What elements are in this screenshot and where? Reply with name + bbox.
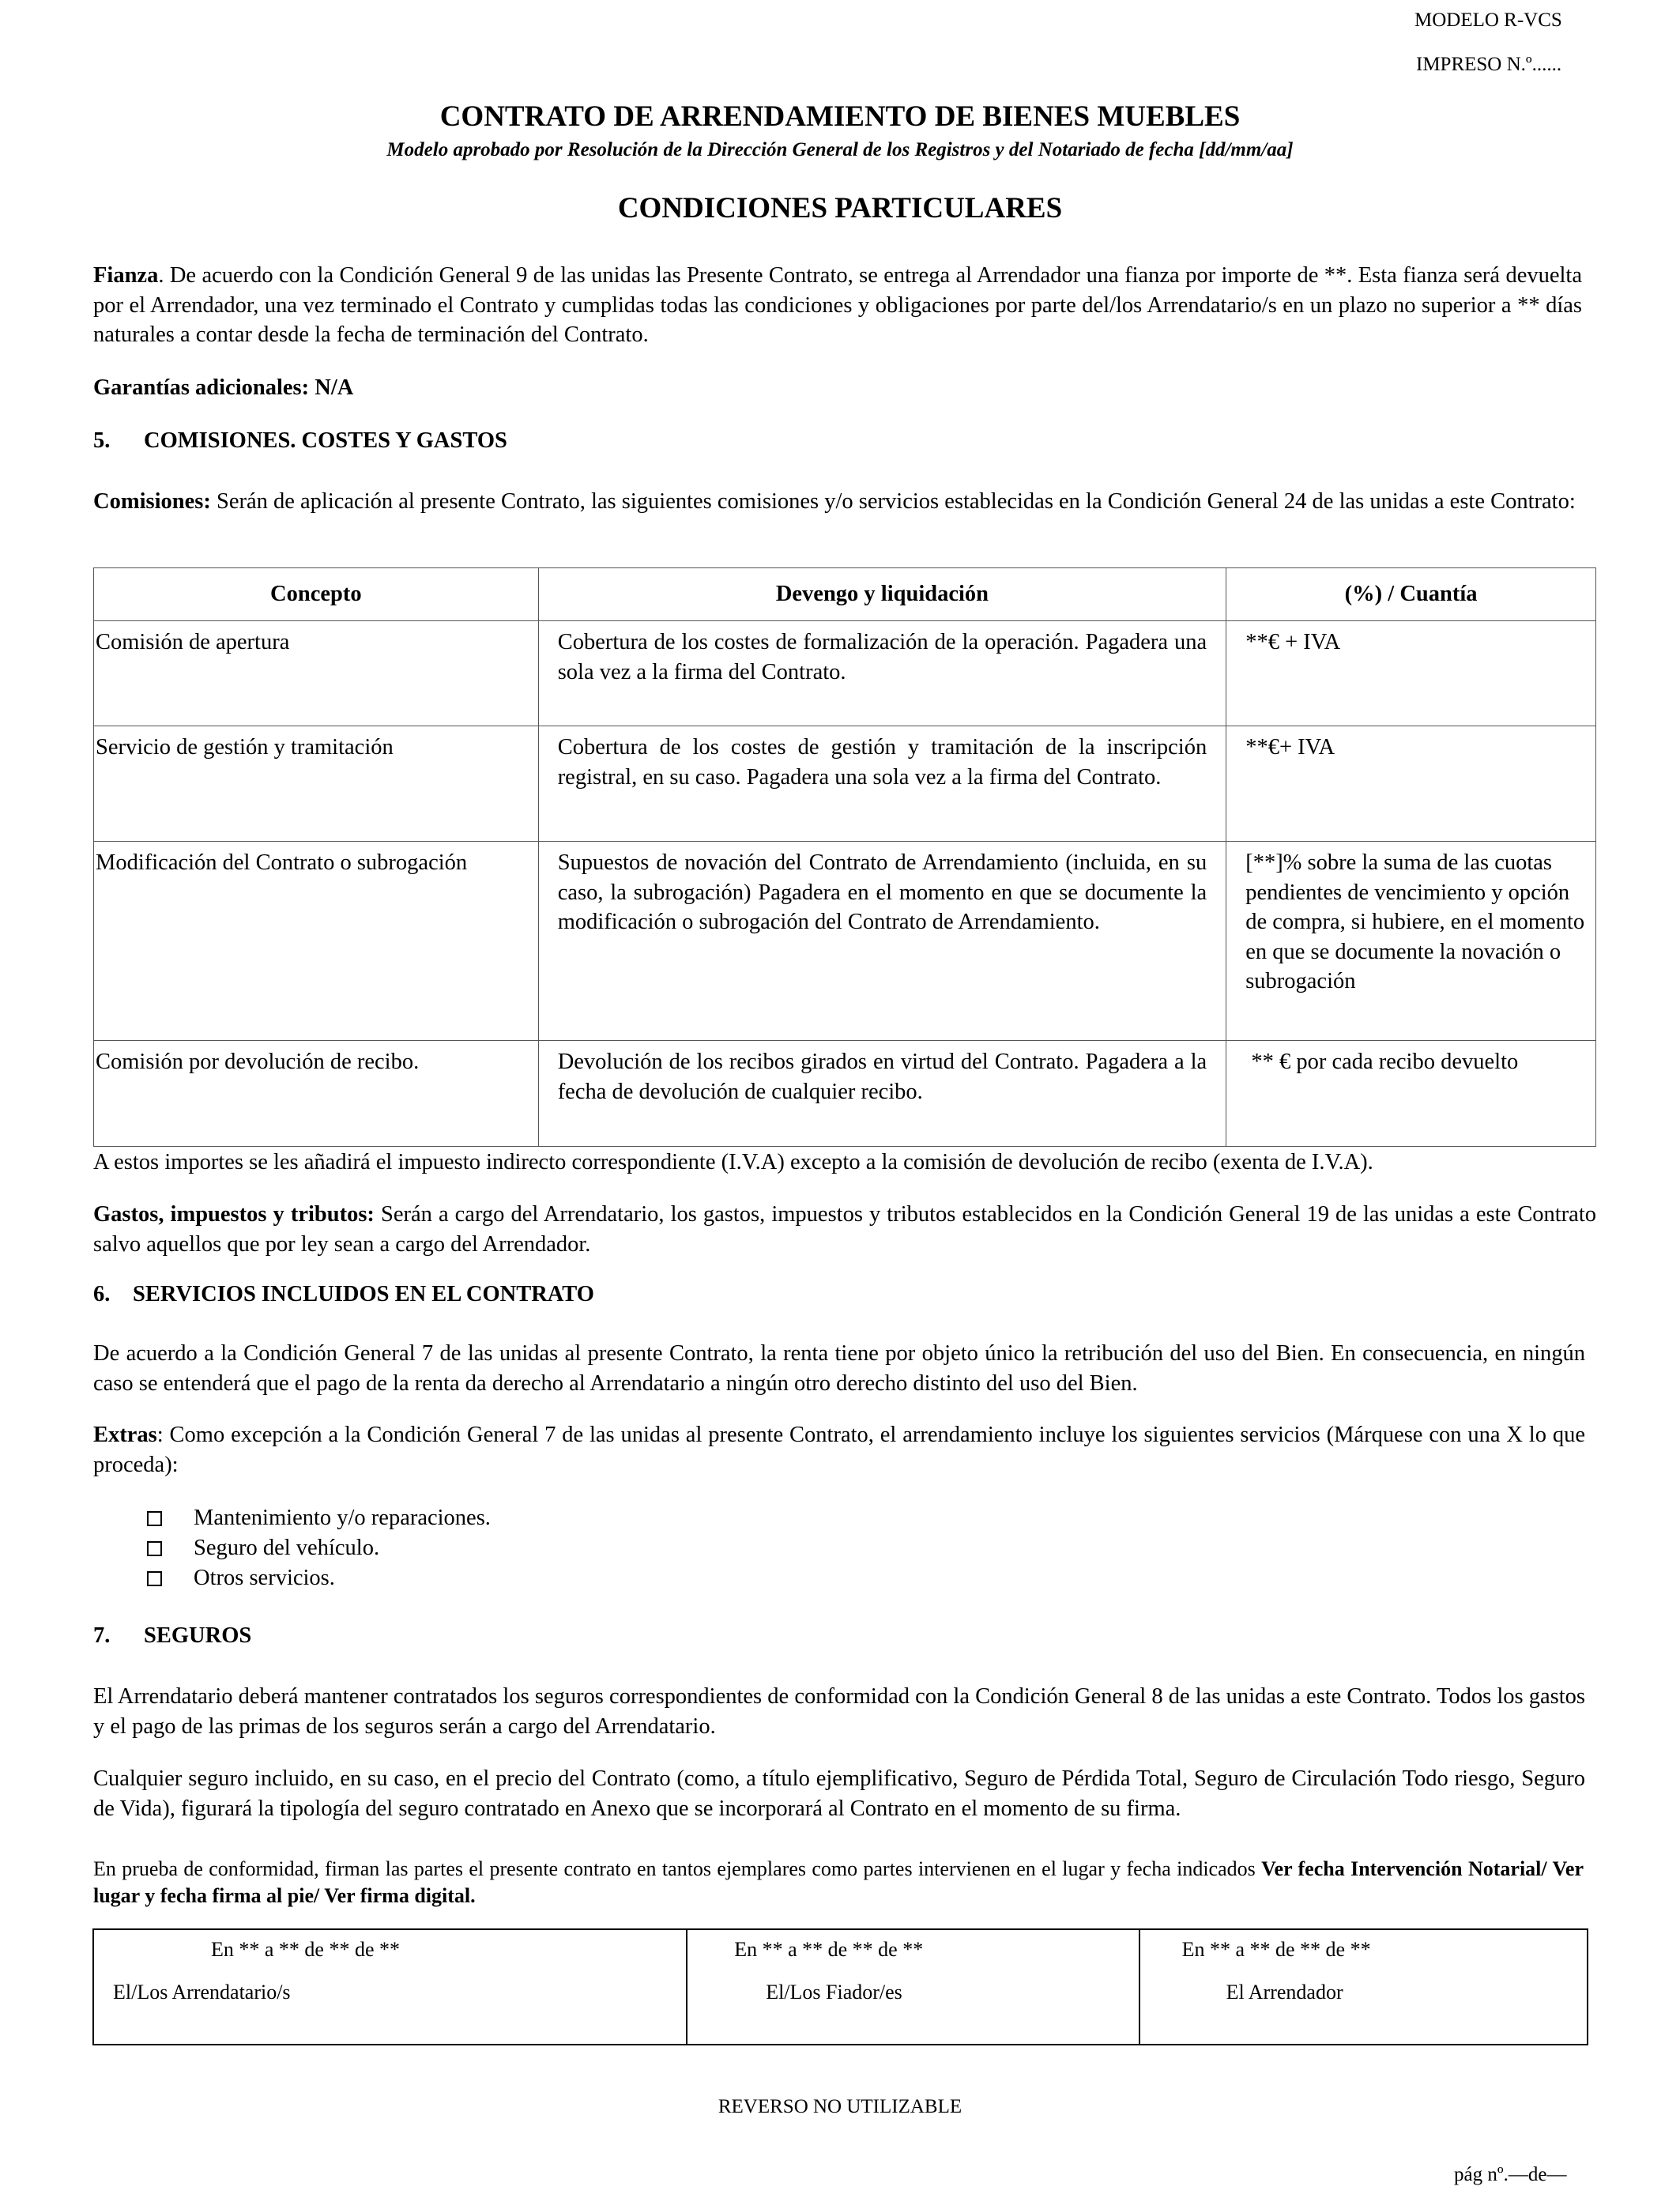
- signature-cell-arrendatario[interactable]: [93, 1929, 687, 2045]
- signature-role: El/Los Arrendatario/s: [113, 1981, 291, 2004]
- option-label: Seguro del vehículo.: [194, 1536, 380, 1560]
- cell-cuantia: **€ + IVA: [1226, 621, 1596, 726]
- signature-table: [92, 1928, 1588, 2045]
- column-header-devengo: Devengo y liquidación: [538, 568, 1226, 621]
- fianza-paragraph: [93, 261, 1582, 350]
- garantias-label: Garantías adicionales:: [93, 375, 310, 400]
- section-7-number: 7.: [93, 1623, 111, 1648]
- table-row: [94, 1041, 1596, 1147]
- document-title: CONTRATO DE ARRENDAMIENTO DE BIENES MUEBLES: [439, 100, 1241, 133]
- seguros-text-2: Cualquier seguro incluido, en su caso, en el precio del Contrato (como, a título ejemplificativo, Seguro de Pérdida Total, Seguro de Circulación Todo riesgo, Seguro de Vida), figurará la tipología del seguro contratado en Anexo que se incorporará al Contrato en el momento de su firma.: [93, 1766, 1585, 1821]
- table-row: [94, 726, 1596, 842]
- column-header-cuantia: (%) / Cuantía: [1226, 568, 1596, 621]
- gastos-label: Gastos, impuestos y tributos:: [93, 1202, 375, 1227]
- table-row: [94, 621, 1596, 726]
- section-6-title: SERVICIOS INCLUIDOS EN EL CONTRATO: [133, 1282, 594, 1306]
- cell-devengo: Supuestos de novación del Contrato de Arrendamiento (incluida, en su caso, la subrogación) Pagadera en el momento en que se documente la modificación o subrogación del Contrato de Arrendamiento.: [538, 842, 1226, 1041]
- table-header-row: [94, 568, 1596, 621]
- option-seguro[interactable]: [147, 1536, 379, 1561]
- signature-role: El/Los Fiador/es: [766, 1981, 902, 2004]
- conformidad-text: En prueba de conformidad, firman las partes el presente contrato en tantos ejemplares como partes intervienen en el lugar y fecha indicados: [93, 1857, 1262, 1880]
- section-7-title: SEGUROS: [144, 1623, 252, 1648]
- fianza-text: . De acuerdo con la Condición General 9 de las unidas las Presente Contrato, se entrega al Arrendador una fianza por importe de **. Esta fianza será devuelta por el Arrendador, una vez terminado el Contrato y cumplidas todas las condiciones y obligaciones por parte del/los Arrendatario/s en un plazo no superior a ** días naturales a contar desde la fecha de terminación del Contrato.: [93, 263, 1582, 347]
- cell-cuantia: ** € por cada recibo devuelto: [1226, 1041, 1596, 1147]
- model-code: MODELO R-VCS: [1414, 9, 1562, 31]
- fianza-label: Fianza: [93, 263, 159, 288]
- section-5-heading: [93, 428, 507, 454]
- cell-devengo: Cobertura de los costes de formalización de la operación. Pagadera una sola vez a la firma del Contrato.: [538, 621, 1226, 726]
- cell-devengo: Devolución de los recibos girados en virtud del Contrato. Pagadera a la fecha de devolución de cualquier recibo.: [538, 1041, 1226, 1147]
- impreso-number: IMPRESO N.º......: [1416, 54, 1562, 75]
- option-otros[interactable]: [147, 1566, 335, 1591]
- comisiones-text: Serán de aplicación al presente Contrato, las siguientes comisiones y/o servicios establecidas en la Condición General 24 de las unidas a este Contrato:: [210, 489, 1576, 514]
- document-subtitle: Modelo aprobado por Resolución de la Dirección General de los Registros y del Notariado de fecha [dd/mm/aa]: [386, 139, 1294, 160]
- page-number: pág nº.—de—: [1454, 2164, 1567, 2185]
- section-5-number: 5.: [93, 428, 111, 453]
- reverso-note: REVERSO NO UTILIZABLE: [718, 2096, 962, 2117]
- commissions-table: [93, 567, 1596, 1147]
- comisiones-paragraph: [93, 487, 1582, 517]
- section-5-title: COMISIONES. COSTES Y GASTOS: [144, 428, 507, 453]
- cell-concepto: Servicio de gestión y tramitación: [94, 726, 539, 842]
- column-header-concepto: Concepto: [94, 568, 539, 621]
- cell-concepto: Comisión por devolución de recibo.: [94, 1041, 539, 1147]
- option-label: Mantenimiento y/o reparaciones.: [194, 1506, 491, 1530]
- comisiones-label: Comisiones:: [93, 489, 211, 514]
- cell-devengo: Cobertura de los costes de gestión y tramitación de la inscripción registral, en su caso. Pagadera una sola vez a la firma del Contrato.: [538, 726, 1226, 842]
- checkbox[interactable]: [147, 1571, 162, 1586]
- cell-concepto: Comisión de apertura: [94, 621, 539, 726]
- garantias-value: N/A: [315, 375, 354, 400]
- gastos-text: Serán a cargo del Arrendatario, los gastos, impuestos y tributos establecidos en la Condición General 19 de las unidas a este Contrato salvo aquellos que por ley sean a cargo del Arrendador.: [93, 1202, 1596, 1257]
- checkbox[interactable]: [147, 1541, 162, 1556]
- cell-concepto: Modificación del Contrato o subrogación: [94, 842, 539, 1041]
- signature-role: El Arrendador: [1226, 1981, 1343, 2004]
- conformidad-bold: Ver fecha Intervención Notarial/ Ver lugar y fecha firma al pie/ Ver firma digital.: [93, 1857, 1584, 1907]
- signature-place: En ** a ** de ** de **: [211, 1938, 401, 1961]
- conformidad-paragraph: [93, 1856, 1584, 1909]
- cell-cuantia: [**]% sobre la suma de las cuotas pendientes de vencimiento y opción de compra, si hubiere, en el momento en que se documente la novación o subrogación: [1226, 842, 1596, 1041]
- seguros-text-1: El Arrendatario deberá mantener contratados los seguros correspondientes de conformidad con la Condición General 8 de las unidas a este Contrato. Todos los gastos y el pago de las primas de los seguros serán a cargo del Arrendatario.: [93, 1684, 1585, 1739]
- section-6-heading: [93, 1282, 594, 1307]
- extras-label: Extras: [93, 1423, 157, 1447]
- signature-place: En ** a ** de ** de **: [734, 1938, 924, 1961]
- signature-place: En ** a ** de ** de **: [1181, 1938, 1371, 1961]
- extras-paragraph: [93, 1420, 1585, 1480]
- signature-cell-fiador[interactable]: [687, 1929, 1139, 2045]
- section-7-heading: [93, 1623, 251, 1649]
- iva-note: A estos importes se les añadirá el impuesto indirecto correspondiente (I.V.A) excepto a la comisión de devolución de recibo (exenta de I.V.A).: [93, 1150, 1373, 1174]
- section-6-text: De acuerdo a la Condición General 7 de las unidas al presente Contrato, la renta tiene por objeto único la retribución del uso del Bien. En consecuencia, en ningún caso se entenderá que el pago de la renta da derecho al Arrendatario a ningún otro derecho distinto del uso del Bien.: [93, 1341, 1585, 1396]
- signature-cell-arrendador[interactable]: [1139, 1929, 1588, 2045]
- gastos-paragraph: [93, 1200, 1596, 1259]
- option-label: Otros servicios.: [194, 1566, 335, 1590]
- table-row: [94, 842, 1596, 1041]
- garantias-line: [93, 373, 353, 403]
- extras-text: : Como excepción a la Condición General 7 de las unidas al presente Contrato, el arrendamiento incluye los siguientes servicios (Márquese con una X lo que proceda):: [93, 1423, 1585, 1477]
- checkbox[interactable]: [147, 1511, 162, 1526]
- option-mantenimiento[interactable]: [147, 1506, 491, 1531]
- cell-cuantia: **€+ IVA: [1226, 726, 1596, 842]
- section-title: CONDICIONES PARTICULARES: [617, 192, 1063, 224]
- section-6-number: 6.: [93, 1282, 111, 1306]
